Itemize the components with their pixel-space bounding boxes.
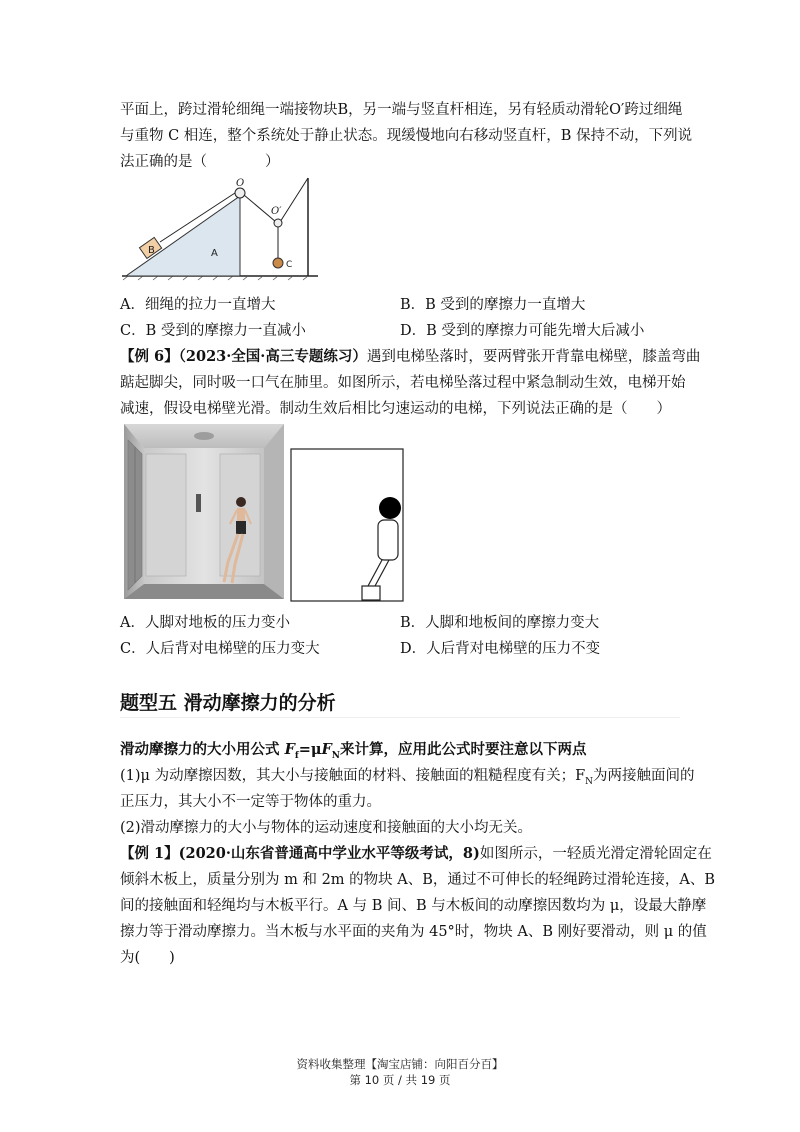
- formula-f: F: [284, 741, 295, 758]
- pulley-o: [235, 188, 245, 198]
- torso-rect: [378, 520, 398, 560]
- example6-source: （2023·全国·高三专题练习）: [178, 348, 367, 365]
- elevator-panel-left: [146, 454, 186, 576]
- example6-line1: [120, 347, 700, 367]
- footer-page-number: 第 10 页 / 共 19 页: [349, 1073, 451, 1087]
- example6-label: 【例 6】: [120, 348, 179, 365]
- point1-line2: 正压力，其大小不一定等于物体的重力。: [120, 794, 381, 810]
- head-circle: [379, 497, 401, 519]
- example1-source: (2020·山东省普通高中学业水平等级考试，8): [178, 845, 480, 862]
- formula-sub-f: f: [294, 750, 299, 761]
- label-c: C: [286, 260, 293, 270]
- pulley-incline-figure: [118, 176, 328, 281]
- example1-line1-text: 如图所示，一轻质光滑定滑轮固定在: [479, 846, 712, 862]
- rope-oprime-to-pole: [280, 178, 308, 222]
- problem5-line2: 与重物 C 相连，整个系统处于静止状态。现缓慢地向右移动竖直杆，B 保持不动，下列说: [120, 128, 693, 144]
- example6-line2: 踮起脚尖，同时吸一口气在肺里。如图所示，若电梯坠落过程中紧急制动生效，电梯开始: [120, 375, 686, 391]
- formula-mu: =μ: [298, 741, 322, 758]
- elevator-right-wall: [264, 424, 284, 599]
- section-divider: [120, 717, 680, 718]
- problem5-option-c: C．B 受到的摩擦力一直减小: [120, 323, 306, 339]
- formula-sub-n: N: [331, 750, 341, 761]
- elevator-floor: [124, 584, 284, 599]
- label-a: A: [211, 248, 218, 259]
- section-title: 题型五 滑动摩擦力的分析: [120, 692, 336, 714]
- pulley-o-prime: [274, 219, 282, 227]
- problem5-line3: 法正确的是（ ）: [120, 154, 280, 170]
- ceiling-light-icon: [194, 432, 214, 440]
- person-wall-schematic: [290, 448, 406, 604]
- example6-option-d: D．人后背对电梯壁的压力不变: [400, 641, 601, 657]
- example1-line3: 间的接触面和轻绳均与木板平行。A 与 B 间、B 与木板间的动摩擦因数均为 μ，设最大静摩: [120, 898, 707, 914]
- weight-c: [273, 258, 283, 268]
- point1-text-end: 为两接触面间的: [593, 768, 695, 784]
- example6-line3: 减速，假设电梯壁光滑。制动生效后相比匀速运动的电梯，下列说法正确的是（ ）: [120, 401, 671, 417]
- formula-fn: F: [321, 741, 332, 758]
- example1-label: 【例 1】: [120, 845, 179, 862]
- foot-box: [362, 586, 380, 600]
- footer-source: 资料收集整理【淘宝店铺：向阳百分百】: [296, 1057, 504, 1071]
- example1-line2: 倾斜木板上，质量分别为 m 和 2m 的物块 A、B，通过不可伸长的轻绳跨过滑轮连接，A、B: [120, 872, 716, 888]
- label-b: B: [148, 245, 155, 256]
- elevator-photo: [124, 424, 284, 599]
- problem5-option-a: A．细绳的拉力一直增大: [120, 297, 276, 313]
- label-o: O: [236, 178, 245, 189]
- formula-text-a: 滑动摩擦力的大小用公式: [120, 741, 285, 758]
- point1-sub: N: [585, 776, 594, 787]
- example1-line1: [120, 844, 712, 864]
- point2: (2)滑动摩擦力的大小与物体的运动速度和接触面的大小均无关。: [120, 820, 533, 836]
- problem5-line1: 平面上，跨过滑轮细绳一端接物块B，另一端与竖直杆相连，另有轻质动滑轮O′跨过细绳: [120, 102, 683, 118]
- problem5-option-b: B．B 受到的摩擦力一直增大: [400, 297, 586, 313]
- formula-text-b: 来计算，应用此公式时要注意以下两点: [340, 741, 587, 758]
- example6-option-c: C．人后背对电梯壁的压力变大: [120, 641, 320, 657]
- problem5-option-d: D．B 受到的摩擦力可能先增大后减小: [400, 323, 645, 339]
- example6-line1-text: 遇到电梯坠落时，要两臂张开背靠电梯壁，膝盖弯曲: [366, 349, 701, 365]
- example6-option-a: A．人脚对地板的压力变小: [120, 615, 290, 631]
- point1-line1: [120, 766, 695, 792]
- point1-text: (1)μ 为动摩擦因数，其大小与接触面的材料、接触面的粗糙程度有关；F: [120, 768, 586, 784]
- label-o-prime: O′: [271, 206, 282, 217]
- formula-line: [120, 740, 587, 766]
- incline-a: [126, 196, 240, 276]
- example1-line4: 擦力等于滑动摩擦力。当木板与水平面的夹角为 45°时，物块 A、B 刚好要滑动，则 μ 的值: [120, 924, 707, 940]
- example1-line5: 为( ): [120, 950, 175, 966]
- example6-option-b: B．人脚和地板间的摩擦力变大: [400, 615, 600, 631]
- elevator-button-panel-icon: [196, 494, 201, 512]
